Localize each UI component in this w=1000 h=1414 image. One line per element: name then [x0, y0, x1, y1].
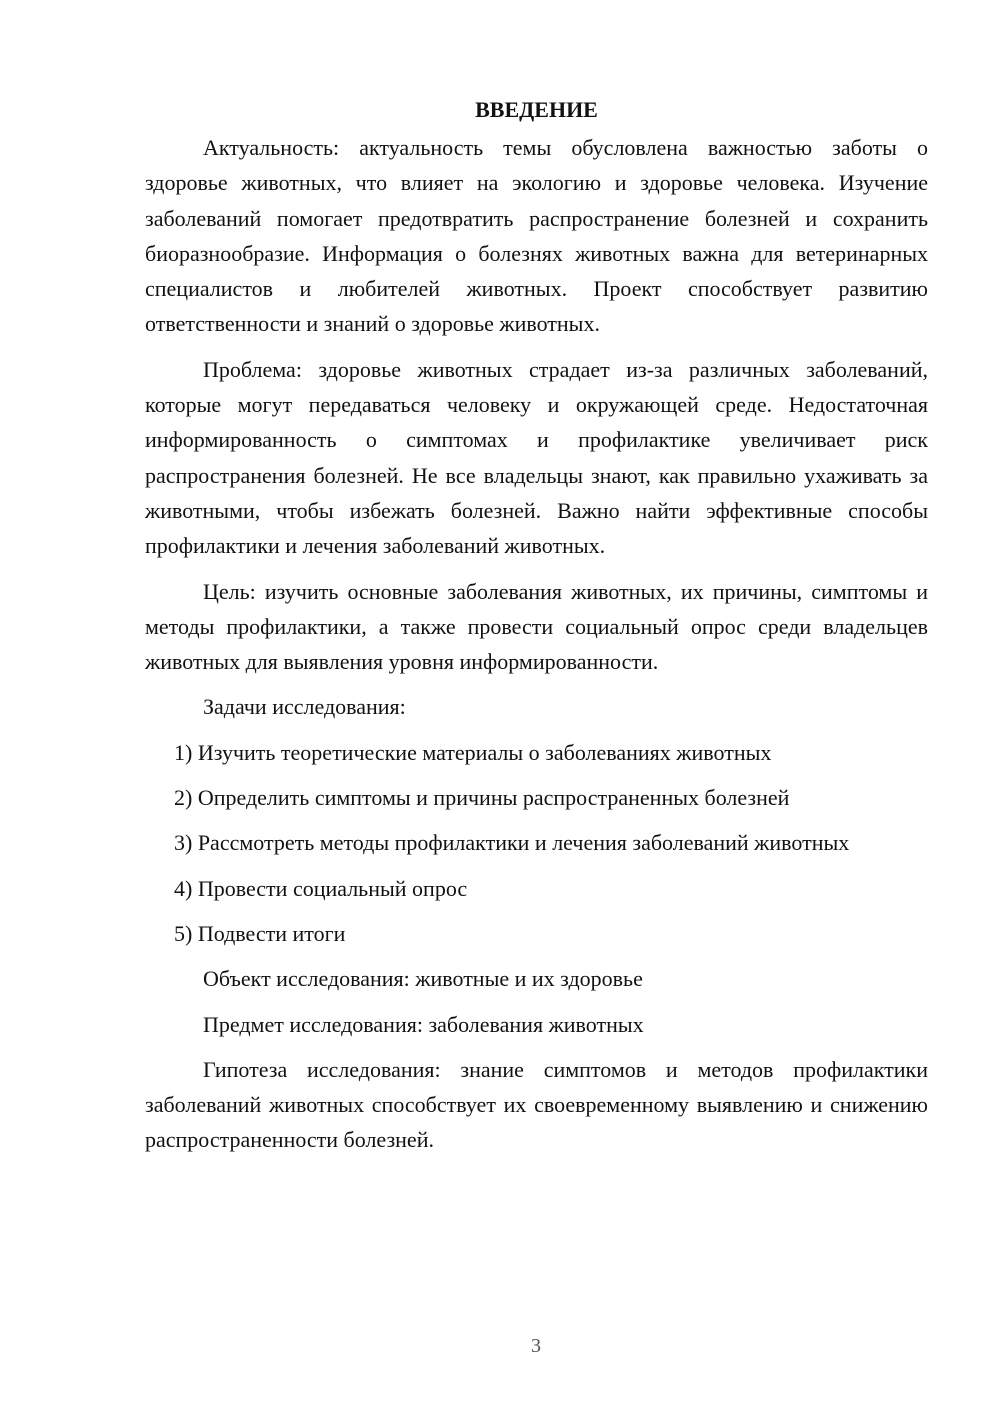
task-item: 1) Изучить теоретические материалы о заболеваниях животных	[174, 739, 772, 765]
page-content	[145, 92, 928, 1168]
task-item: 5) Подвести итоги	[174, 920, 346, 946]
tasks-heading: Задачи исследования:	[203, 694, 406, 720]
paragraph-relevance: Актуальность: актуальность темы обусловлена важностью заботы о здоровье животных, что влияет на экологию и здоровье человека. Изучение заболеваний помогает предотвратить распространение болезней и сохранить биоразнообразие. Информация о болезнях животных важна для ветеринарных специалистов и любителей животных. Проект способствует развитию ответственности и знаний о здоровье животных.	[145, 135, 928, 337]
section-title: ВВЕДЕНИЕ	[475, 97, 598, 122]
task-item: 3) Рассмотреть методы профилактики и лечения заболеваний животных	[174, 830, 850, 856]
page-number: 3	[531, 1335, 541, 1357]
paragraph-hypothesis: Гипотеза исследования: знание симптомов и методов профилактики заболеваний животных способствует их своевременному выявлению и снижению распространенности болезней.	[145, 1056, 928, 1153]
task-item: 2) Определить симптомы и причины распространенных болезней	[174, 785, 790, 811]
paragraph-problem: Проблема: здоровье животных страдает из-за различных заболеваний, которые могут передаваться человеку и окружающей среде. Недостаточная информированность о симптомах и профилактике увеличивает риск распространения болезней. Не все владельцы знают, как правильно ухаживать за животными, чтобы избежать болезней. Важно найти эффективные способы профилактики и лечения заболеваний животных.	[145, 356, 928, 559]
paragraph-subject: Предмет исследования: заболевания животных	[203, 1011, 644, 1037]
paragraph-object: Объект исследования: животные и их здоровье	[203, 966, 643, 992]
task-item: 4) Провести социальный опрос	[174, 875, 468, 901]
paragraph-goal: Цель: изучить основные заболевания животных, их причины, симптомы и методы профилактики, а также провести социальный опрос среди владельцев животных для выявления уровня информированности.	[145, 578, 928, 675]
